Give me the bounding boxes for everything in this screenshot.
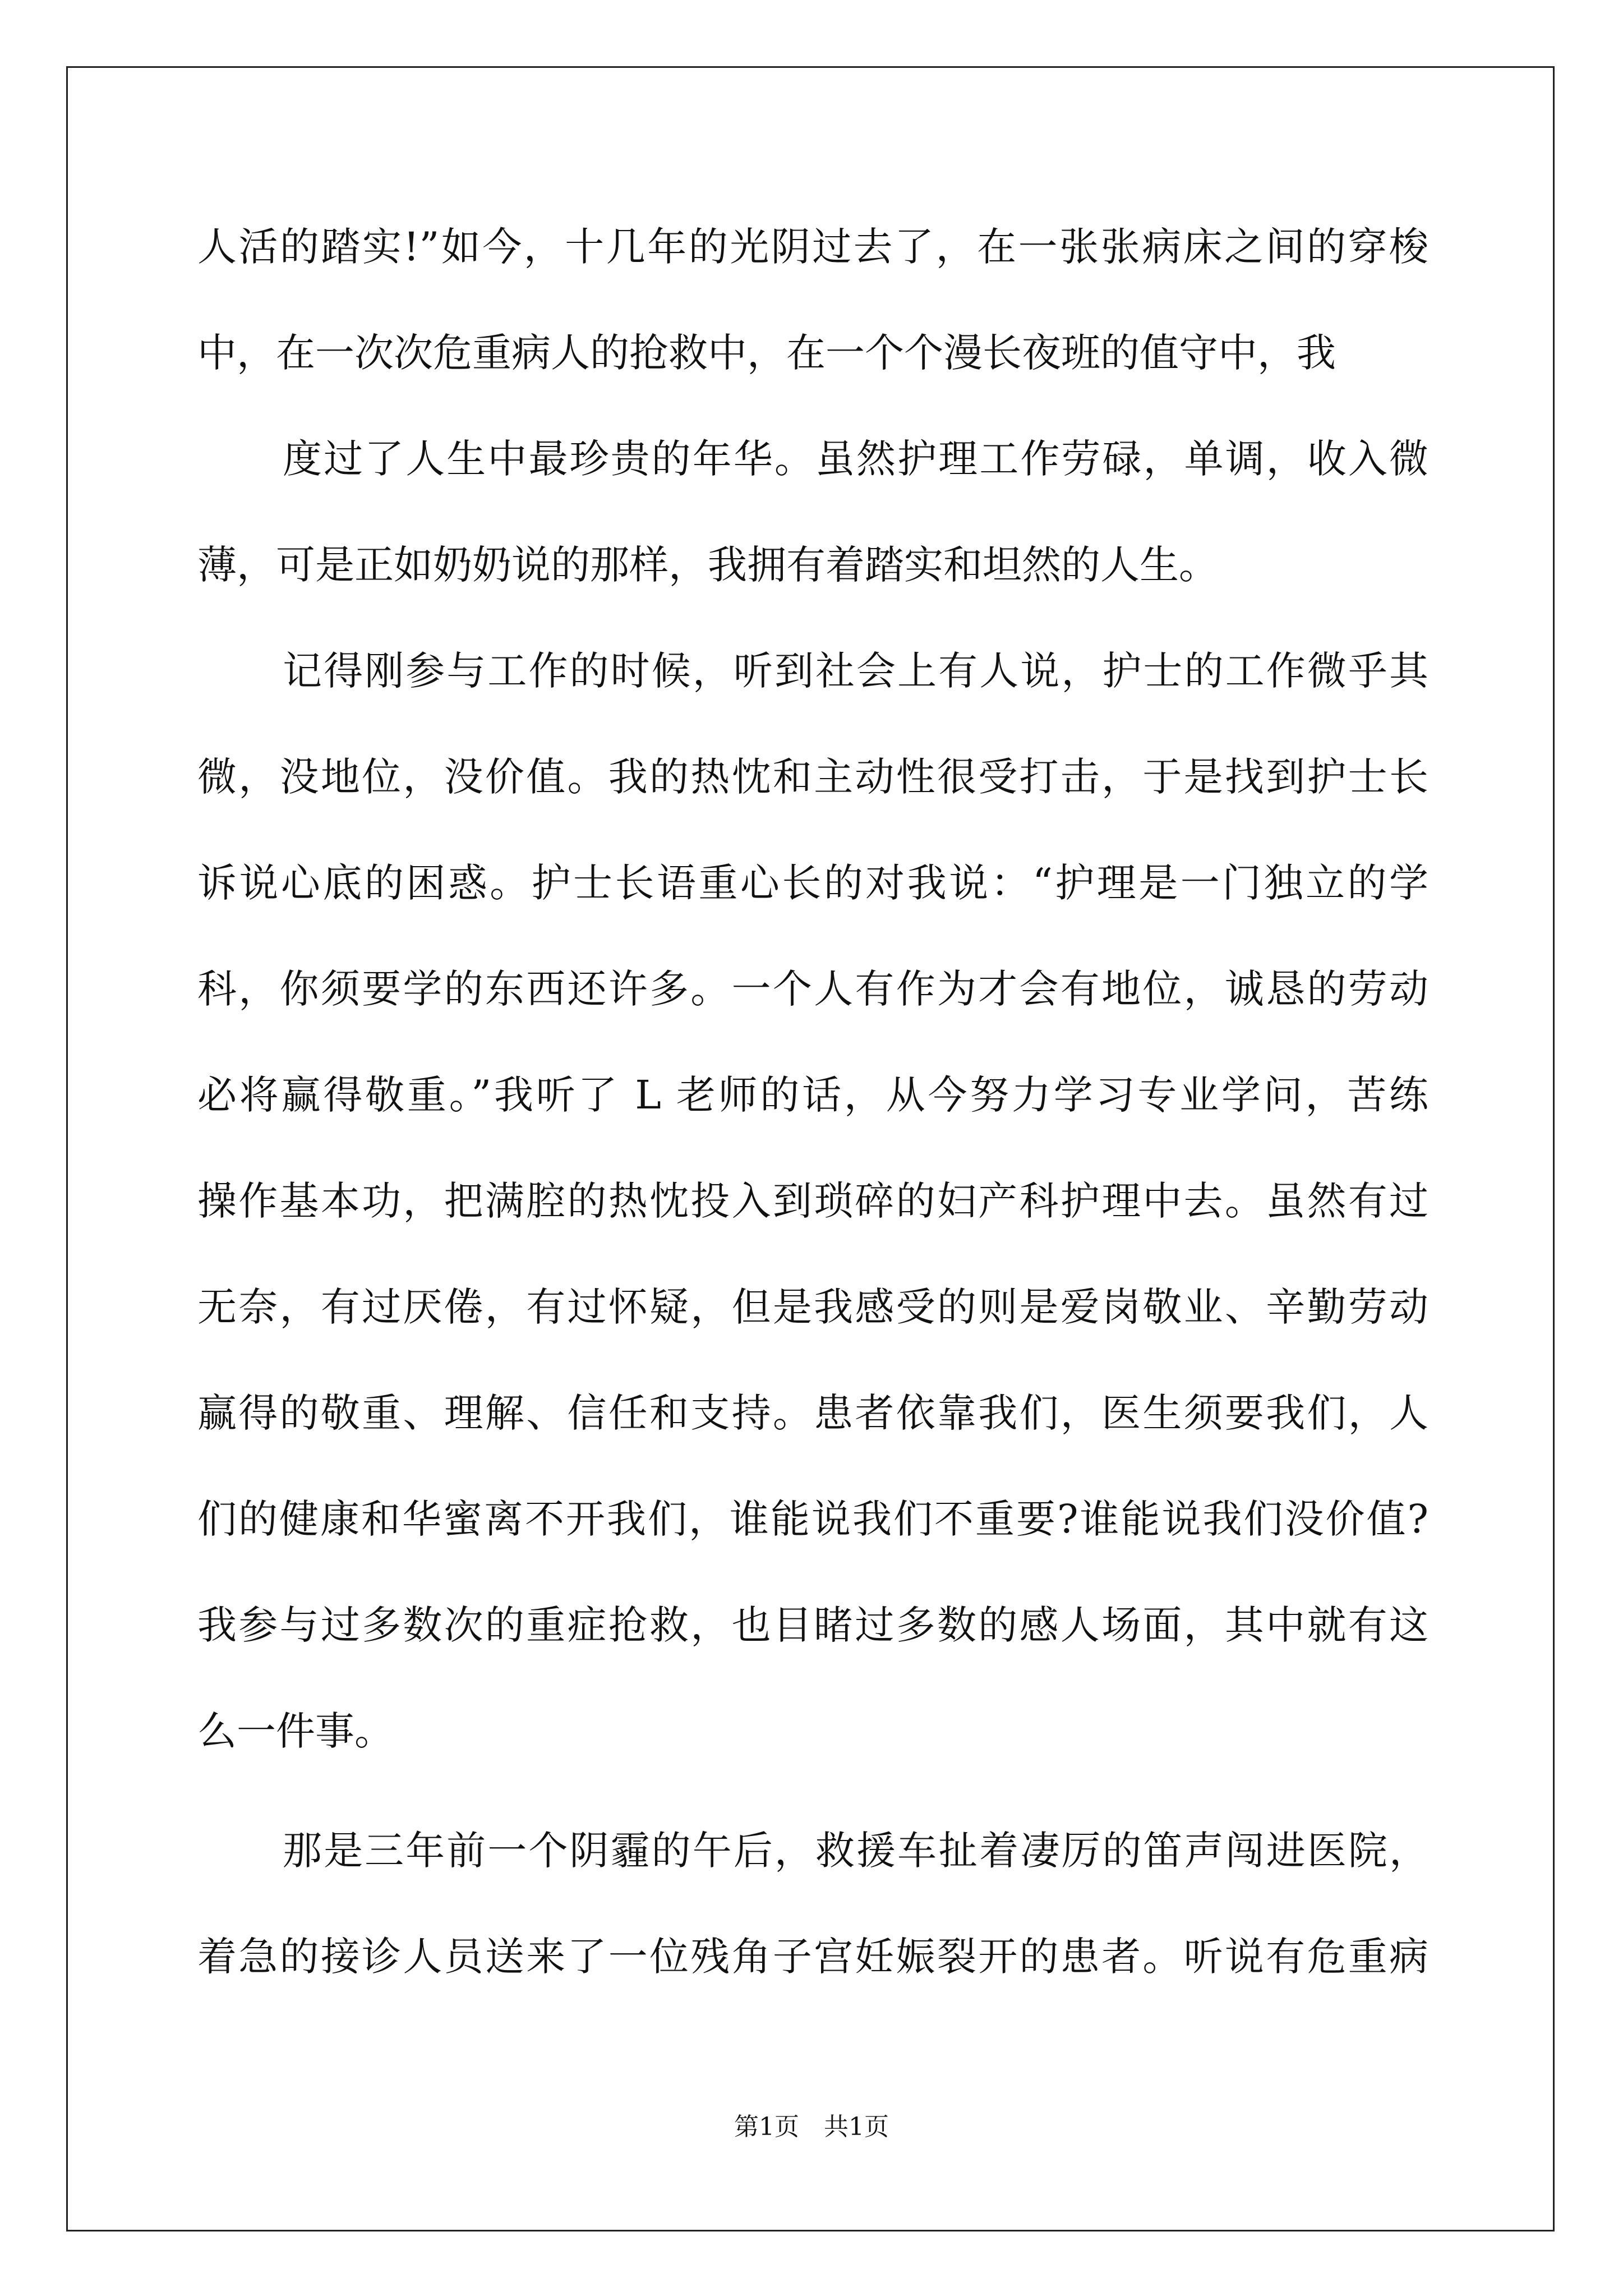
paragraph-start-line: 度过了人生中最珍贵的年华。虽然护理工作劳碌，单调，收入微 bbox=[283, 436, 1428, 482]
paragraph-start-line: 记得刚参与工作的时候，听到社会上有人说，护士的工作微乎其 bbox=[283, 648, 1428, 694]
text-line: 操作基本功，把满腔的热忱投入到琐碎的妇产科护理中去。虽然有过 bbox=[197, 1178, 1428, 1224]
text-line: 赢得的敬重、理解、信任和支持。患者依靠我们，医生须要我们，人 bbox=[197, 1390, 1428, 1436]
text-line: 必将赢得敬重。”我听了 L 老师的话，从今努力学习专业学问，苦练 bbox=[197, 1072, 1428, 1118]
text-line: 着急的接诊人员送来了一位残角子宫妊娠裂开的患者。听说有危重病 bbox=[197, 1934, 1428, 1980]
text-line: 么一件事。 bbox=[197, 1708, 394, 1754]
text-line: 中，在一次次危重病人的抢救中，在一个个漫长夜班的值守中，我 bbox=[197, 330, 1336, 376]
text-line: 我参与过多数次的重症抢救，也目睹过多数的感人场面，其中就有这 bbox=[197, 1602, 1428, 1648]
text-line: 们的健康和华蜜离不开我们，谁能说我们不重要?谁能说我们没价值? bbox=[197, 1496, 1428, 1542]
document-body bbox=[197, 219, 1428, 2035]
text-line: 微，没地位，没价值。我的热忱和主动性很受打击，于是找到护士长 bbox=[197, 754, 1428, 800]
text-line: 诉说心底的困惑。护士长语重心长的对我说：“护理是一门独立的学 bbox=[197, 860, 1428, 906]
text-line: 人活的踏实!”如今，十几年的光阴过去了，在一张张病床之间的穿梭 bbox=[197, 224, 1428, 270]
paragraph-start-line: 那是三年前一个阴霾的午后，救援车扯着凄厉的笛声闯进医院， bbox=[283, 1828, 1428, 1874]
text-line: 无奈，有过厌倦，有过怀疑，但是我感受的则是爱岗敬业、辛勤劳动 bbox=[197, 1284, 1428, 1330]
text-line: 薄，可是正如奶奶说的那样，我拥有着踏实和坦然的人生。 bbox=[197, 542, 1218, 588]
text-line: 科，你须要学的东西还许多。一个人有作为才会有地位，诚恳的劳动 bbox=[197, 966, 1428, 1012]
page-footer: 第1页 共1页 bbox=[734, 2113, 889, 2141]
